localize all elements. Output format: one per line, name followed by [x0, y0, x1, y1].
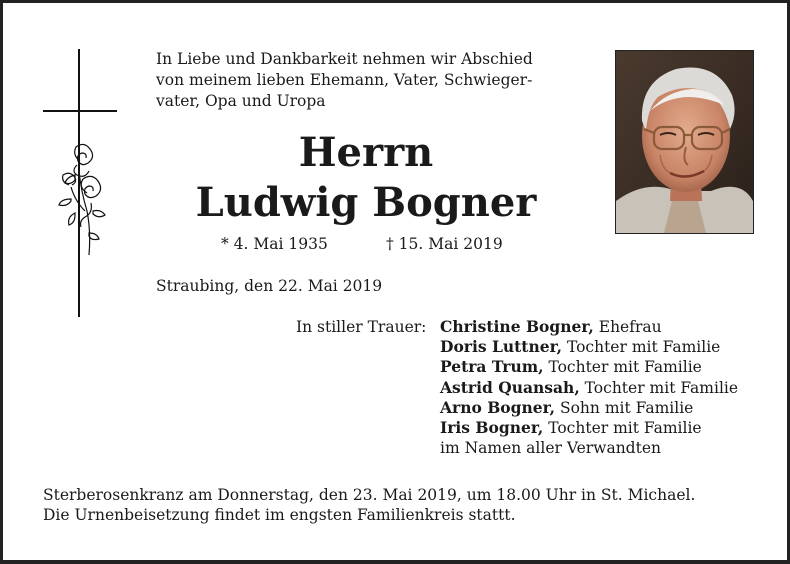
mourner-relation: Tochter mit Familie: [548, 358, 702, 377]
mourner-name: Christine Bogner,: [440, 317, 594, 336]
intro-line-3: vater, Opa und Uropa: [156, 92, 326, 110]
portrait-image: [616, 51, 753, 233]
place-and-date: Straubing, den 22. Mai 2019: [156, 277, 383, 295]
intro-text: [156, 49, 586, 112]
portrait-photo: [615, 50, 754, 234]
mourner-list: [440, 317, 738, 458]
cross-icon: [41, 49, 121, 321]
list-item: [440, 398, 738, 418]
cross-horizontal-bar: [43, 110, 117, 112]
service-line-2: Die Urnenbeisetzung findet im engsten Familienkreis stattt.: [43, 506, 516, 524]
service-info: [43, 485, 763, 525]
deceased-name: Ludwig Bogner: [195, 179, 537, 226]
list-item: [440, 317, 738, 337]
service-line-1: Sterberosenkranz am Donnerstag, den 23. Mai 2019, um 18.00 Uhr in St. Michael.: [43, 486, 696, 504]
list-item: [440, 378, 738, 398]
intro-line-2: von meinem lieben Ehemann, Vater, Schwieger-: [156, 71, 533, 89]
mourner-relation: Tochter mit Familie: [584, 378, 739, 397]
salutation: Herrn: [298, 129, 434, 176]
mourner-name: Arno Bogner,: [440, 397, 556, 417]
mourning-closing: im Namen aller Verwandten: [440, 439, 661, 458]
list-item: [440, 357, 738, 377]
mourner-relation: Sohn mit Familie: [559, 398, 694, 417]
death-date: † 15. Mai 2019: [386, 235, 503, 253]
mourner-name: Iris Bogner,: [440, 418, 544, 438]
mourner-relation: Tochter mit Familie: [548, 419, 702, 438]
mourner-name: Petra Trum,: [440, 357, 544, 377]
rose-icon: [55, 141, 115, 259]
intro-line-1: In Liebe und Dankbarkeit nehmen wir Abschied: [156, 50, 533, 68]
mourner-name: Doris Luttner,: [440, 337, 563, 357]
mourner-relation: Ehefrau: [598, 318, 662, 336]
mourner-relation: Tochter mit Familie: [566, 338, 721, 357]
mourning-label: In stiller Trauer:: [296, 318, 427, 336]
list-item: [440, 418, 738, 438]
list-item: [440, 337, 738, 357]
mourner-name: Astrid Quansah,: [440, 377, 580, 397]
birth-date: * 4. Mai 1935: [221, 235, 328, 253]
